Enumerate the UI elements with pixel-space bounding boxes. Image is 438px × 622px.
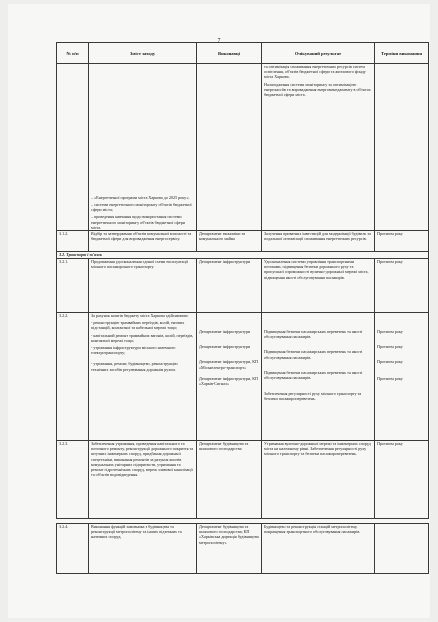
row-num: 3.2.4. [57,524,89,574]
item-result: Підвищення безпеки пасажирських перевезень та якості обслуговування пасажирів. [264,349,363,360]
row-content: Забезпечення утримання, проведення капітального та поточного ремонту, реконструкції дорожнього покриття та штучних інженерних споруд, придбання дорожньої спецтехніки, виконання ремонтів за рахунок коштів комунальних унітарних підприємств, утримання та ремонт гідротехнічних споруд, мереж зливової каналізації та об'єктів водовідведення. [89,441,197,519]
item-content: - утримання інфраструктури міського наземного електротранспорту; [91,345,176,356]
item-content: - утримання, ремонт, будівництво, реконструкцію технічних засобів регулювання дорожнім рухом. [91,361,178,372]
measures-table [56,42,429,574]
page-number: 7 [217,38,221,44]
row-executors: Департамент будівництва та шляхового господарства [197,441,262,519]
table-row [57,64,429,231]
row-deadline: Протягом року [375,441,429,519]
row-num: 3.2.3. [57,441,89,519]
item-content: - капітальний ремонт трамвайних вагонів, колій, переїздів, контактної мережі тощо; [91,332,194,343]
table-row [57,313,429,441]
item-executors: Департамент інфраструктури, КП «Міськелектро-транспорт» [199,359,258,370]
item-deadline: Протягом року [377,329,403,334]
row-executors: Департамент будівництва та шляхового господарства; КП «Харківська дирекція будівництва метрополітену» [197,524,262,574]
header-num: № п/п [57,43,89,64]
row-executors: Департамент економіки та комунального майна [197,231,262,252]
row-deadline: Протягом року [375,231,429,252]
row-result: Утримання вулично-дорожньої мережі та інженерних споруд міста на належному рівні. Забезпечення регулярності руху міського транспорту та безпеки пасажироперевезень. [262,441,375,519]
item-deadline: Протягом року [377,344,403,350]
item-deadline: Протягом року [377,359,403,365]
cont-content-1: – «Енергетичної програми міста Харкова до 2025 року»; [91,194,190,200]
item-result: Забезпечення регулярності руху міського транспорту та безпеки пасажироперевезень. [264,391,362,402]
row-intro: За рахунок коштів бюджету міста Харкова здійснювати: [91,313,189,318]
table-row [57,231,429,252]
row-deadline [375,524,429,574]
cont-content-3: – проведення навчання щодо використання системи енергетичного моніторингу об'єктів бюджетної сфери міста. [91,214,185,230]
item-content: - реконструкцію трамвайних переїздів, колій, тягових підстанцій, контактної та кабельної мережі тощо; [91,320,185,331]
section-title: 3.2. Транспорт і зв'язок [57,252,429,259]
table-row [57,441,429,519]
cont-result-1: та оптимізація споживання енергетичних ресурсів систем освітлення, об'єктів бюджетної сфери та житлового фонду міста Харкова. [264,64,366,80]
item-executors: Департамент інфраструктури [199,344,251,350]
table-row [57,259,429,313]
header-content: Зміст заходу [89,43,197,64]
header-deadline: Терміни виконання [375,43,429,64]
row-result: Удосконалення системи управління транспортними потоками, підвищення безпеки дорожнього руху та пропускної спроможності вулично-дорожньої мережі міста, підвищення якості обслуговування пасажирів. [262,259,375,313]
item-result: Підвищення безпеки пасажирських перевезень та якості обслуговування пасажирів. [264,369,363,381]
table-header-row [57,43,429,64]
header-result: Очікуваний результат [262,43,375,64]
row-content: Продовження удосконалення єдиної схеми експлуатації міського пасажирського транспорту. [89,259,197,313]
item-result: Підвищення безпеки пасажирських перевезень та якості обслуговування пасажирів. [264,329,363,340]
item-executors: Департамент інфраструктури, КП «Харків-Сигнал» [199,375,258,387]
section-row [57,252,429,259]
row-num: 3.2.1. [57,259,89,313]
item-deadline: Протягом року [377,375,403,381]
cont-result-2: Налагодження системи моніторингу за оптимізацією енергоносіїв та впровадження енергоменеджменту в об'єктах бюджетної сфери міста. [264,81,371,98]
row-result: Будівництво та реконструкція станцій метрополітену, покращення транспортного обслуговування пасажирів. [262,524,375,574]
row-num: 3.1.2. [57,231,89,252]
header-executors: Виконавці [197,43,262,64]
row-content: Відбір та затвердження об'єктів комунальної власності та бюджетної сфери для впровадження енергосервісу. [89,231,197,252]
cont-content-2: – системи енергетичного моніторингу об'єктів бюджетної сфери міста; [91,201,192,213]
table-row [57,524,429,574]
row-num: 3.2.2. [57,313,89,441]
row-executors: Департамент інфраструктури [197,259,262,313]
row-deadline: Протягом року [375,259,429,313]
item-executors: Департамент інфраструктури [199,329,251,334]
row-content: Виконання функцій замовника з будівництва та реконструкції метрополітену та інших підземних та наземних споруд. [89,524,197,574]
row-result: Залучення приватних інвестицій для модернізації будівель та подальшої оптимізації споживання енергетичних ресурсів. [262,231,375,252]
